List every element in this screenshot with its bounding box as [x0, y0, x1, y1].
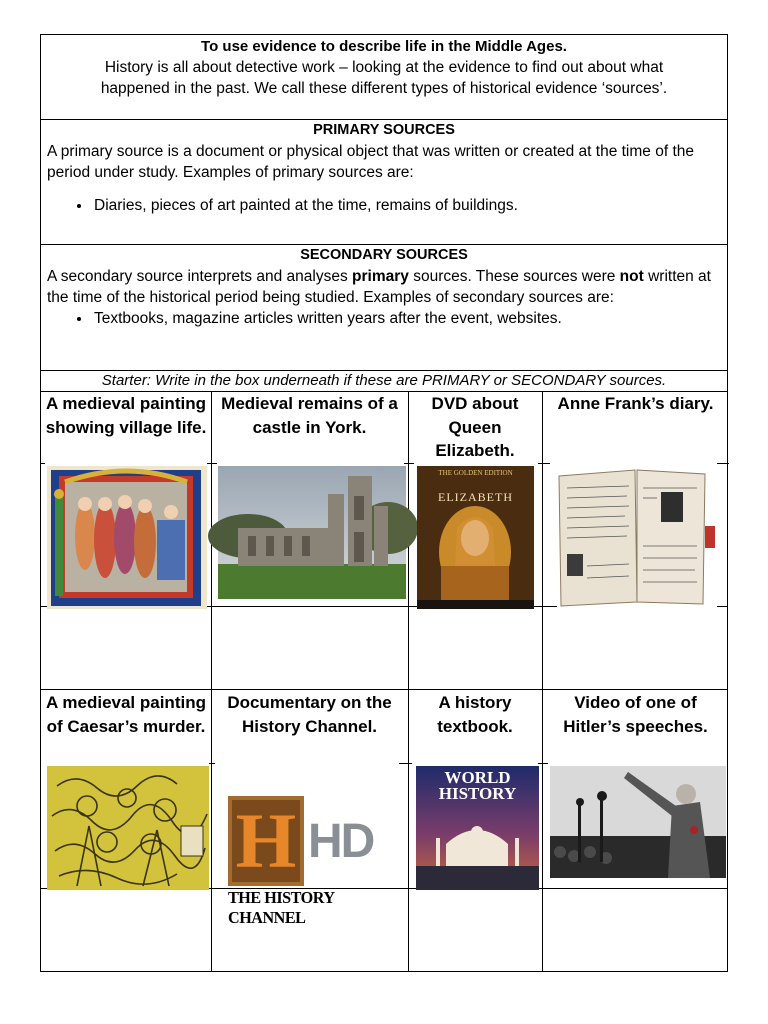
- worksheet-title: To use evidence to describe life in the Middle Ages.: [201, 38, 567, 55]
- primary-sources-section: [41, 120, 727, 245]
- book-title-line1: WORLD: [444, 768, 511, 787]
- caesar-murder-woodcut-image: [47, 766, 209, 890]
- caption-elizabeth-dvd: DVD about Queen Elizabeth.: [431, 394, 519, 460]
- caption-castle-remains: Medieval remains of a castle in York.: [221, 394, 398, 437]
- caption-anne-frank-diary: Anne Frank’s diary.: [557, 394, 714, 413]
- anne-frank-diary-image: [557, 466, 717, 609]
- caption-hitler-speech-video: Video of one of Hitler’s speeches.: [563, 693, 708, 736]
- history-h-logo-icon: H: [235, 797, 297, 884]
- intro-line-2: happened in the past. We call these different types of historical evidence ‘sources’.: [100, 80, 668, 97]
- secondary-heading: SECONDARY SOURCES: [300, 247, 468, 263]
- primary-description: A primary source is a document or physical object that was written or created at the time of the period under study. Examples of primary sources are:: [47, 143, 694, 181]
- secondary-sources-section: [41, 245, 727, 371]
- primary-examples-bullet: • Diaries, pieces of art painted at the time, remains of buildings.: [92, 195, 721, 216]
- primary-heading: PRIMARY SOURCES: [313, 122, 455, 138]
- history-channel-logo: [228, 796, 394, 927]
- worksheet: [40, 34, 728, 972]
- intro-section: [41, 35, 727, 120]
- castle-ruins-image: [218, 466, 406, 599]
- hitler-speech-photo: [550, 766, 726, 878]
- history-channel-name: THE HISTORY CHANNEL: [228, 888, 334, 927]
- sources-grid: [41, 392, 727, 972]
- world-history-textbook-cover: [416, 766, 539, 890]
- dvd-edition-text: THE GOLDEN EDITION: [438, 469, 513, 477]
- caption-caesar-painting: A medieval painting of Caesar’s murder.: [46, 693, 206, 736]
- caption-medieval-village-painting: A medieval painting showing village life.: [45, 394, 207, 437]
- secondary-description: A secondary source interprets and analyses primary sources. These sources were not written at the time of the historical period being studied. Examples of secondary sources are:: [47, 268, 711, 306]
- intro-line-1: History is all about detective work – looking at the evidence to find out about what: [104, 59, 664, 76]
- starter-instruction: Starter: Write in the box underneath if these are PRIMARY or SECONDARY sources.: [41, 371, 727, 392]
- dvd-title-text: ELIZABETH: [438, 490, 513, 504]
- medieval-village-painting-image: [47, 466, 207, 609]
- book-title-line2: HISTORY: [438, 784, 517, 803]
- hd-label: HD: [308, 815, 374, 868]
- secondary-examples-bullet: • Textbooks, magazine articles written years after the event, websites.: [92, 308, 721, 329]
- elizabeth-dvd-cover: [417, 466, 534, 609]
- caption-history-documentary: Documentary on the History Channel.: [227, 693, 392, 736]
- caption-history-textbook: A history textbook.: [437, 693, 513, 736]
